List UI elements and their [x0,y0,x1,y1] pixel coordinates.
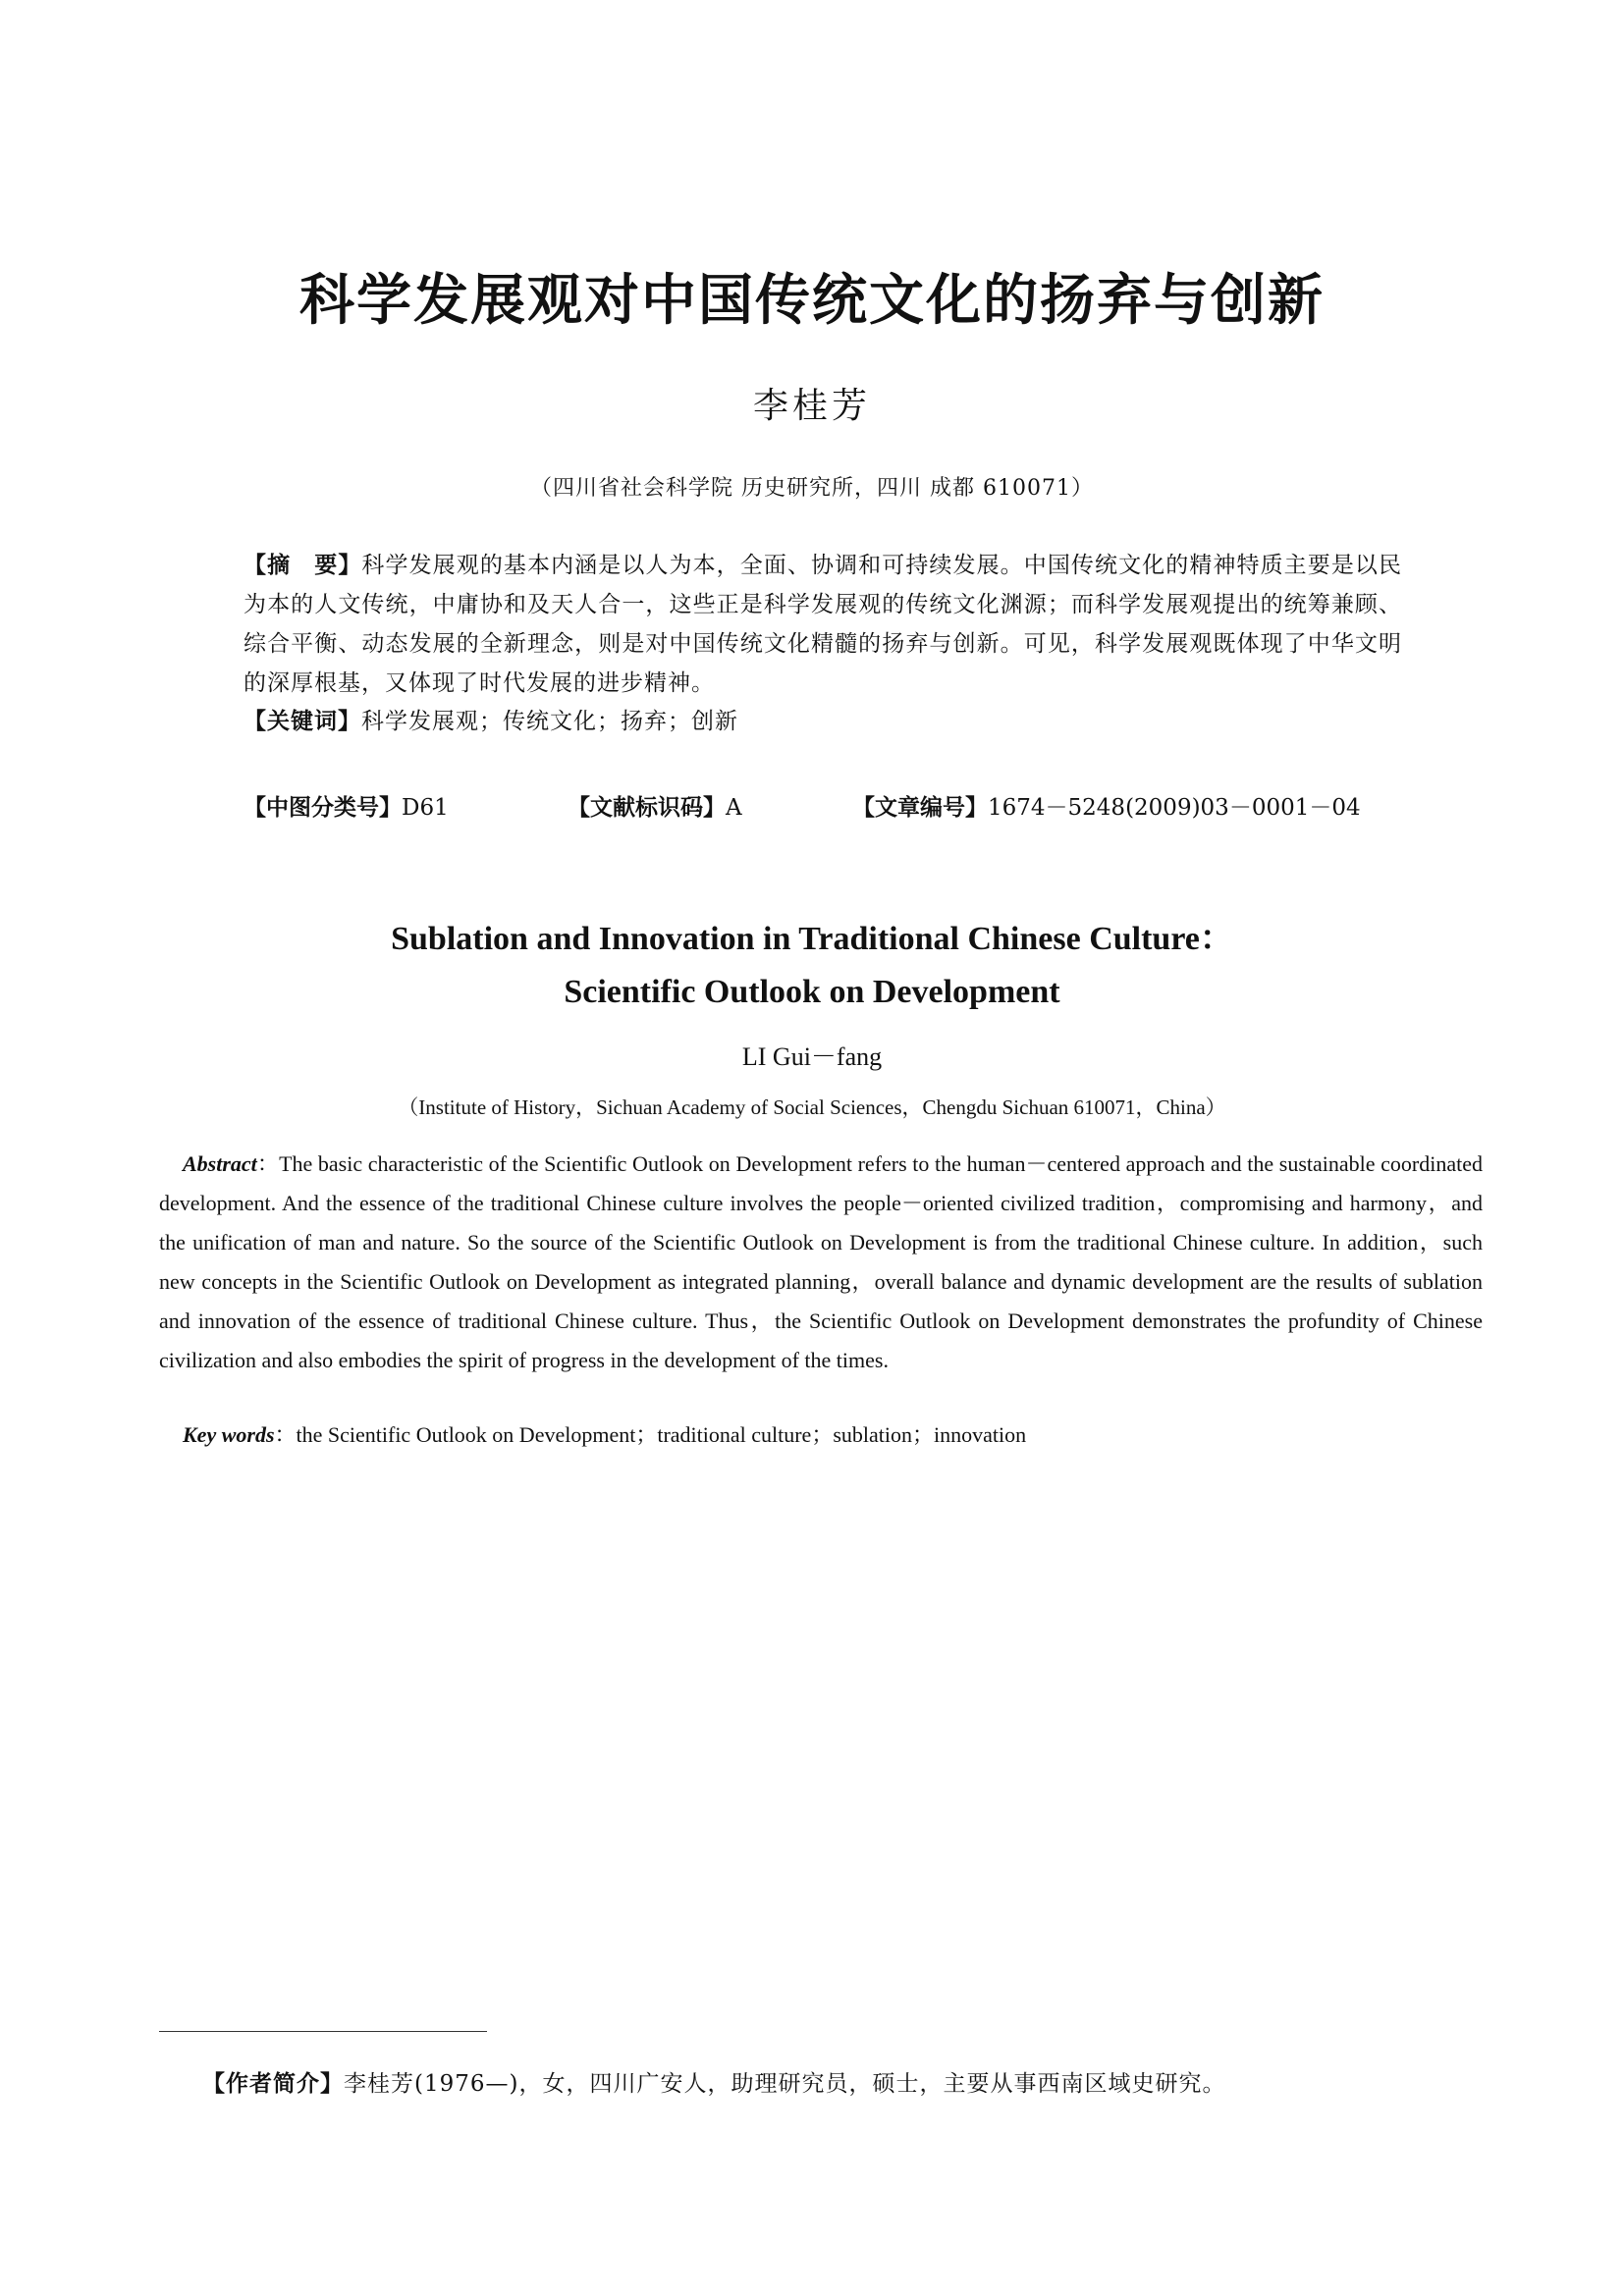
paper-title-english-line1: Sublation and Innovation in Traditional Chinese Culture： [391,921,1233,957]
article-number-label: 【文章编号】 [852,795,988,821]
author-name-chinese: 李桂芳 [752,386,871,426]
abstract-label-chinese: 【摘 要】 [244,553,362,578]
document-code-label: 【文献标识码】 [568,795,726,821]
keywords-text-english: the Scientific Outlook on Development；traditional culture；sublation；innovation [296,1422,1027,1447]
abstract-separator-english: ： [256,1151,280,1176]
paper-title-english [0,913,1624,1019]
footnote-label: 【作者简介】 [202,2071,344,2097]
abstract-label-english: Abstract [183,1151,257,1176]
document-code-value: A [726,795,742,821]
footnote-divider [159,2031,487,2032]
keywords-label-english: Key words [183,1422,275,1447]
footnote-text: 李桂芳(1976—)，女，四川广安人，助理研究员，硕士，主要从事西南区域史研究。 [344,2071,1226,2097]
affiliation-chinese: （四川省社会科学院 历史研究所，四川 成都 610071） [530,476,1094,501]
abstract-chinese [244,546,1402,703]
clc-value: D61 [402,795,449,821]
abstract-text-chinese: 科学发展观的基本内涵是以人为本，全面、协调和可持续发展。中国传统文化的精神特质主要是以民为本的人文传统，中庸协和及天人合一，这些正是科学发展观的传统文化渊源；而科学发展观提出的统筹兼顾、综合平衡、动态发展的全新理念，则是对中国传统文化精髓的扬弃与创新。可见，科学发展观既体现了中华文明的深厚根基，又体现了时代发展的进步精神。 [244,553,1403,696]
keywords-text-chinese: 科学发展观；传统文化；扬弃；创新 [361,709,738,734]
document-code [568,789,742,822]
keywords-english [159,1415,1506,1455]
author-footnote [202,2065,1479,2098]
clc-number [244,789,449,822]
affiliation-english: （Institute of History，Sichuan Academy of Social Sciences，Chengdu Sichuan 610071，China） [398,1095,1226,1119]
paper-title-english-line2: Scientific Outlook on Development [564,974,1060,1010]
author-name-english: LI Gui－fang [741,1042,883,1071]
keywords-separator-english: ： [274,1422,297,1447]
abstract-english [159,1145,1483,1380]
clc-label: 【中图分类号】 [244,795,402,821]
abstract-text-english: The basic characteristic of the Scientific Outlook on Development refers to the human－centered approach and the sustainable coordinated development. And the essence of the traditional Chinese culture involves the people－oriented civilized tradition，compromising and harmony，and the unification of man and nature. So the source of the Scientific Outlook on Development is from the traditional Chinese culture. In addition，such new concepts in the Scientific Outlook on Development as integrated planning，overall balance and dynamic development are the results of sublation and innovation of the essence of traditional Chinese culture. Thus，the Scientific Outlook on Development demonstrates the profundity of Chinese civilization and also embodies the spirit of progress in the development of the times. [159,1151,1483,1372]
article-number [852,789,1361,822]
keywords-label-chinese: 【关键词】 [244,709,361,734]
article-number-value: 1674－5248(2009)03－0001－04 [988,795,1361,821]
paper-title-chinese: 科学发展观对中国传统文化的扬弃与创新 [299,269,1325,333]
keywords-chinese [244,702,1402,741]
